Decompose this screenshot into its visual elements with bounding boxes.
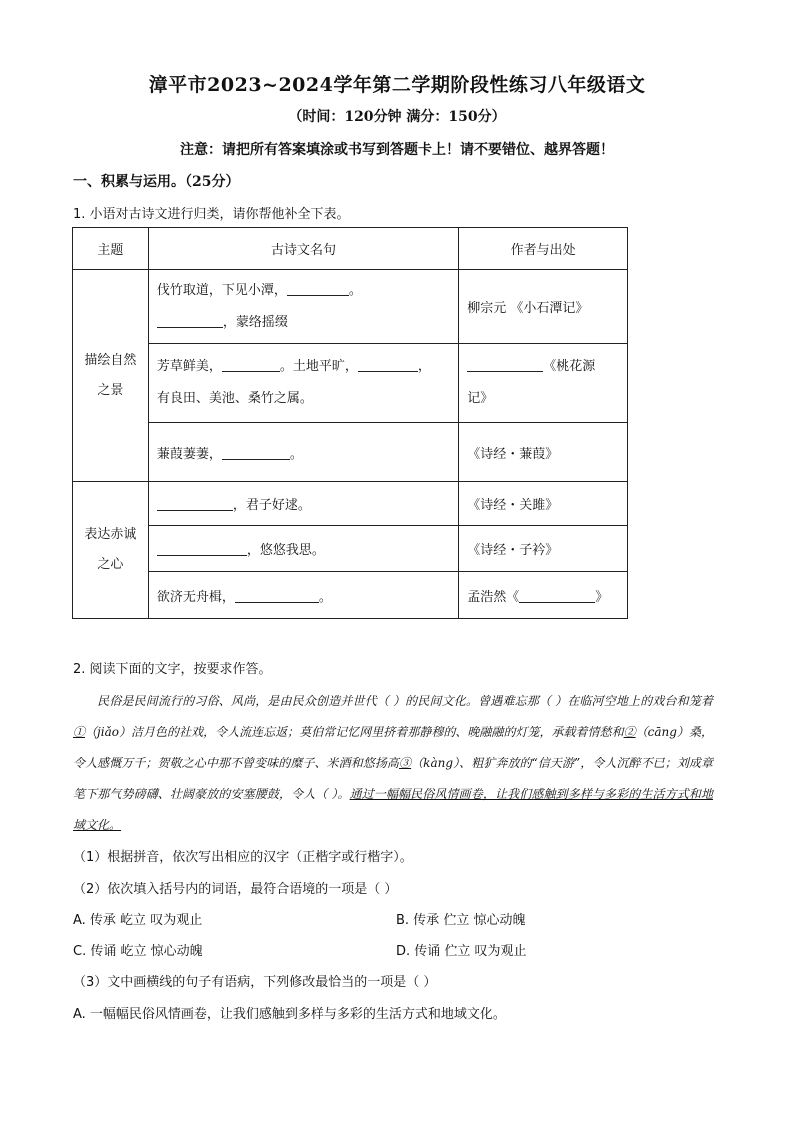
- source-text: 孟浩然《: [467, 589, 520, 605]
- sub-question-3: （3）文中画横线的句子有语病，下列修改最恰当的一项是（ ）: [73, 975, 437, 990]
- source-text: 《桃花源: [543, 359, 596, 374]
- quote-cell: [148, 270, 458, 344]
- passage-text: （jiǎo）洁月色的社戏，令人流连忘返；莫伯常记忆网里挤着那静穆的、晚融融的灯笼，承载着情愁和: [85, 725, 624, 739]
- option-b[interactable]: B. 传承 伫立 惊心动魄: [396, 913, 526, 928]
- quote-text: 。: [318, 589, 332, 605]
- table-row: [73, 344, 628, 423]
- page-title: 漳平市2023~2024学年第二学期阶段性练习八年级语文: [148, 74, 646, 96]
- topic-label: 之景: [97, 382, 124, 398]
- quote-text: 欲济无舟楫，: [156, 589, 235, 605]
- quote-text: 。: [348, 282, 362, 298]
- quote-text: ，君子好逑。: [232, 498, 311, 513]
- table-row: [73, 526, 628, 572]
- quote-cell: [148, 344, 458, 423]
- blank-marker-1: ①: [73, 725, 86, 739]
- exam-notice: 注意：请把所有答案填涂或书写到答题卡上！请不要错位、越界答题！: [180, 142, 614, 158]
- exam-info: （时间：120分钟 满分：150分）: [288, 109, 506, 125]
- table-header-topic: 主题: [73, 228, 149, 270]
- source-cell: [459, 344, 628, 423]
- quote-text: 蒹葭萋萋，: [156, 446, 222, 462]
- answer-blank[interactable]: [358, 356, 418, 372]
- quote-cell: [148, 423, 458, 482]
- table-row: [73, 270, 628, 344]
- table-row: [73, 423, 628, 482]
- quote-text: ，悠悠我思。: [246, 543, 325, 558]
- source-cell: 《诗经・子衿》: [459, 526, 628, 572]
- source-cell: 柳宗元 《小石潭记》: [459, 270, 628, 344]
- question-1-prompt: 1. 小语对古诗文进行归类，请你帮他补全下表。: [73, 207, 350, 222]
- quote-text: 芳草鲜美，: [156, 359, 222, 374]
- answer-blank[interactable]: [519, 587, 595, 603]
- table-row: [73, 572, 628, 619]
- source-text: 记》: [467, 391, 494, 406]
- question-2-prompt: 2. 阅读下面的文字，按要求作答。: [73, 662, 272, 677]
- blank-marker-2: ②: [623, 725, 636, 739]
- answer-blank[interactable]: [235, 587, 319, 603]
- answer-blank[interactable]: [157, 312, 223, 328]
- quote-text: 伐竹取道，下见小潭，: [156, 282, 287, 298]
- quote-text: ，蒙络摇缀: [222, 314, 288, 330]
- quote-text: ，: [417, 359, 431, 374]
- source-cell: 《诗经・关雎》: [459, 482, 628, 526]
- passage-text: （cāng）桑，令人感慨万千；贺敬之心中那不曾变味的糜子、米酒和悠扬高: [73, 725, 713, 770]
- source-cell: 《诗经・蒹葭》: [459, 423, 628, 482]
- quote-text: 。: [289, 446, 303, 462]
- passage-text: 民俗是民间流行的习俗、风尚，是由民众创造并世代（ ）的民间文化。曾遇难忘那（ ）在临河空地上的戏台和笼着: [97, 694, 713, 708]
- answer-blank[interactable]: [467, 356, 543, 372]
- quote-cell: [148, 572, 458, 619]
- topic-label: 表达赤诚: [84, 527, 137, 542]
- quote-text: 。土地平旷，: [279, 359, 358, 374]
- table-header-row: [73, 228, 628, 270]
- answer-blank[interactable]: [287, 280, 349, 296]
- table-row: [73, 482, 628, 526]
- topic-cell-sincerity: [73, 482, 149, 619]
- reading-passage: [73, 686, 713, 841]
- section-heading: 一、积累与运用。（25分）: [73, 174, 240, 190]
- table-header-source: 作者与出处: [459, 228, 628, 270]
- quote-cell: [148, 482, 458, 526]
- topic-cell-nature: [73, 270, 149, 482]
- table-header-quote: 古诗文名句: [148, 228, 458, 270]
- poem-table: [72, 227, 628, 619]
- answer-blank[interactable]: [222, 356, 280, 372]
- quote-text: 有良田、美池、桑竹之属。: [156, 391, 313, 406]
- source-cell: [459, 572, 628, 619]
- passage-text: （kàng）、粗犷奔放的“信天游”，令人沉醉不已；刘成章笔下那气势磅礴、壮阔豪放的安塞腰鼓，令人（ ）。: [73, 756, 713, 801]
- answer-blank[interactable]: [157, 540, 247, 556]
- sub-question-2: （2）依次填入括号内的词语，最符合语境的一项是（ ）: [73, 882, 398, 897]
- answer-blank[interactable]: [222, 444, 290, 460]
- sub3-option-a[interactable]: A. 一幅幅民俗风情画卷，让我们感触到多样与多彩的生活方式和地域文化。: [73, 1007, 506, 1022]
- topic-label: 之心: [97, 557, 124, 572]
- source-text: 》: [595, 589, 609, 605]
- underlined-sentence: 通过一幅幅民俗风情画卷，让我们感触到多样与多彩的生活方式和地域文化。: [73, 787, 713, 832]
- quote-cell: [148, 526, 458, 572]
- blank-marker-3: ③: [399, 756, 412, 770]
- topic-label: 描绘自然: [84, 352, 137, 368]
- option-c[interactable]: C. 传诵 屹立 惊心动魄: [73, 944, 203, 959]
- option-d[interactable]: D. 传诵 伫立 叹为观止: [396, 944, 527, 959]
- sub-question-1: （1）根据拼音，依次写出相应的汉字（正楷字或行楷字）。: [73, 850, 413, 865]
- answer-blank[interactable]: [157, 495, 233, 511]
- option-a[interactable]: A. 传承 屹立 叹为观止: [73, 913, 203, 928]
